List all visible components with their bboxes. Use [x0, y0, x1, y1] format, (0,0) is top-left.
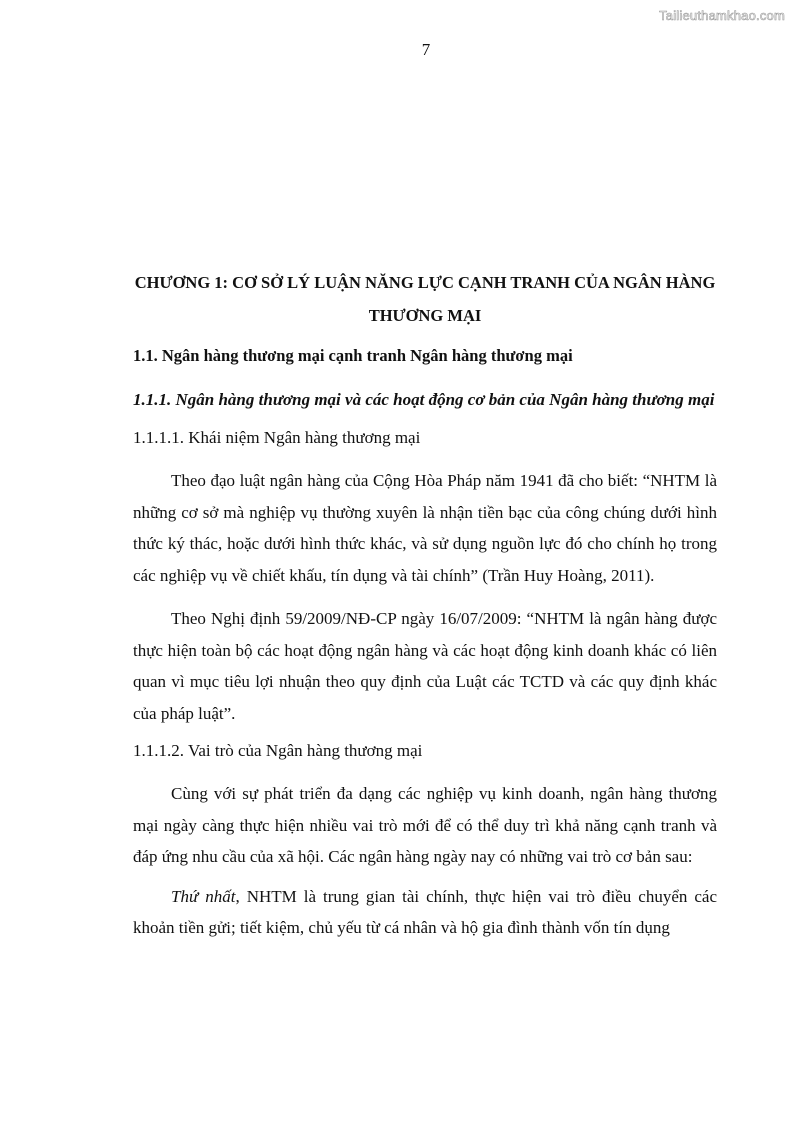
watermark: Tailieuthamkhao.com [659, 8, 785, 23]
page-number: 7 [421, 40, 431, 59]
paragraph-definition-decree: Theo Nghị định 59/2009/NĐ-CP ngày 16/07/2009: “NHTM là ngân hàng được thực hiện toàn bộ các hoạt động ngân hàng và các hoạt động kinh doanh khác có liên quan vì mục tiêu lợi nhuận theo quy định của Luật các TCTD và các quy định khác của pháp luật”. [133, 609, 717, 723]
chapter-title: CHƯƠNG 1: CƠ SỞ LÝ LUẬN NĂNG LỰC CẠNH TRANH CỦA NGÂN HÀNG THƯƠNG MẠI [134, 273, 716, 325]
heading-concept: 1.1.1.1. Khái niệm Ngân hàng thương mại [133, 428, 421, 447]
paragraph-role-first-text: , NHTM là trung gian tài chính, thực hiện vai trò điều chuyển các khoản tiền gửi; tiết kiệm, chủ yếu từ cá nhân và hộ gia đình thành vốn tín dụng [133, 886, 718, 937]
document-body [133, 266, 717, 956]
paragraph-role-intro: Cùng với sự phát triển đa dạng các nghiệp vụ kinh doanh, ngân hàng thương mại ngày càng thực hiện nhiều vai trò mới để có thể duy trì khả năng cạnh tranh và đáp ứng nhu cầu của xã hội. Các ngân hàng ngày nay có những vai trò cơ bản sau: [133, 784, 717, 866]
paragraph-role-first [133, 881, 717, 944]
section-heading: 1.1. Ngân hàng thương mại cạnh tranh Ngân hàng thương mại [133, 346, 573, 365]
subsection-heading: 1.1.1. Ngân hàng thương mại và các hoạt động cơ bản của Ngân hàng thương mại [133, 390, 715, 409]
paragraph-role-first-lead: Thứ nhất [171, 886, 236, 906]
heading-role: 1.1.1.2. Vai trò của Ngân hàng thương mại [133, 741, 423, 760]
paragraph-definition-france: Theo đạo luật ngân hàng của Cộng Hòa Pháp năm 1941 đã cho biết: “NHTM là những cơ sở mà nghiệp vụ thường xuyên là nhận tiền bạc của công chúng dưới hình thức ký thác, hoặc dưới hình thức khác, và sử dụng nguồn lực đó cho chính họ trong các nghiệp vụ về chiết khấu, tín dụng và tài chính” (Trần Huy Hoàng, 2011). [133, 471, 717, 585]
